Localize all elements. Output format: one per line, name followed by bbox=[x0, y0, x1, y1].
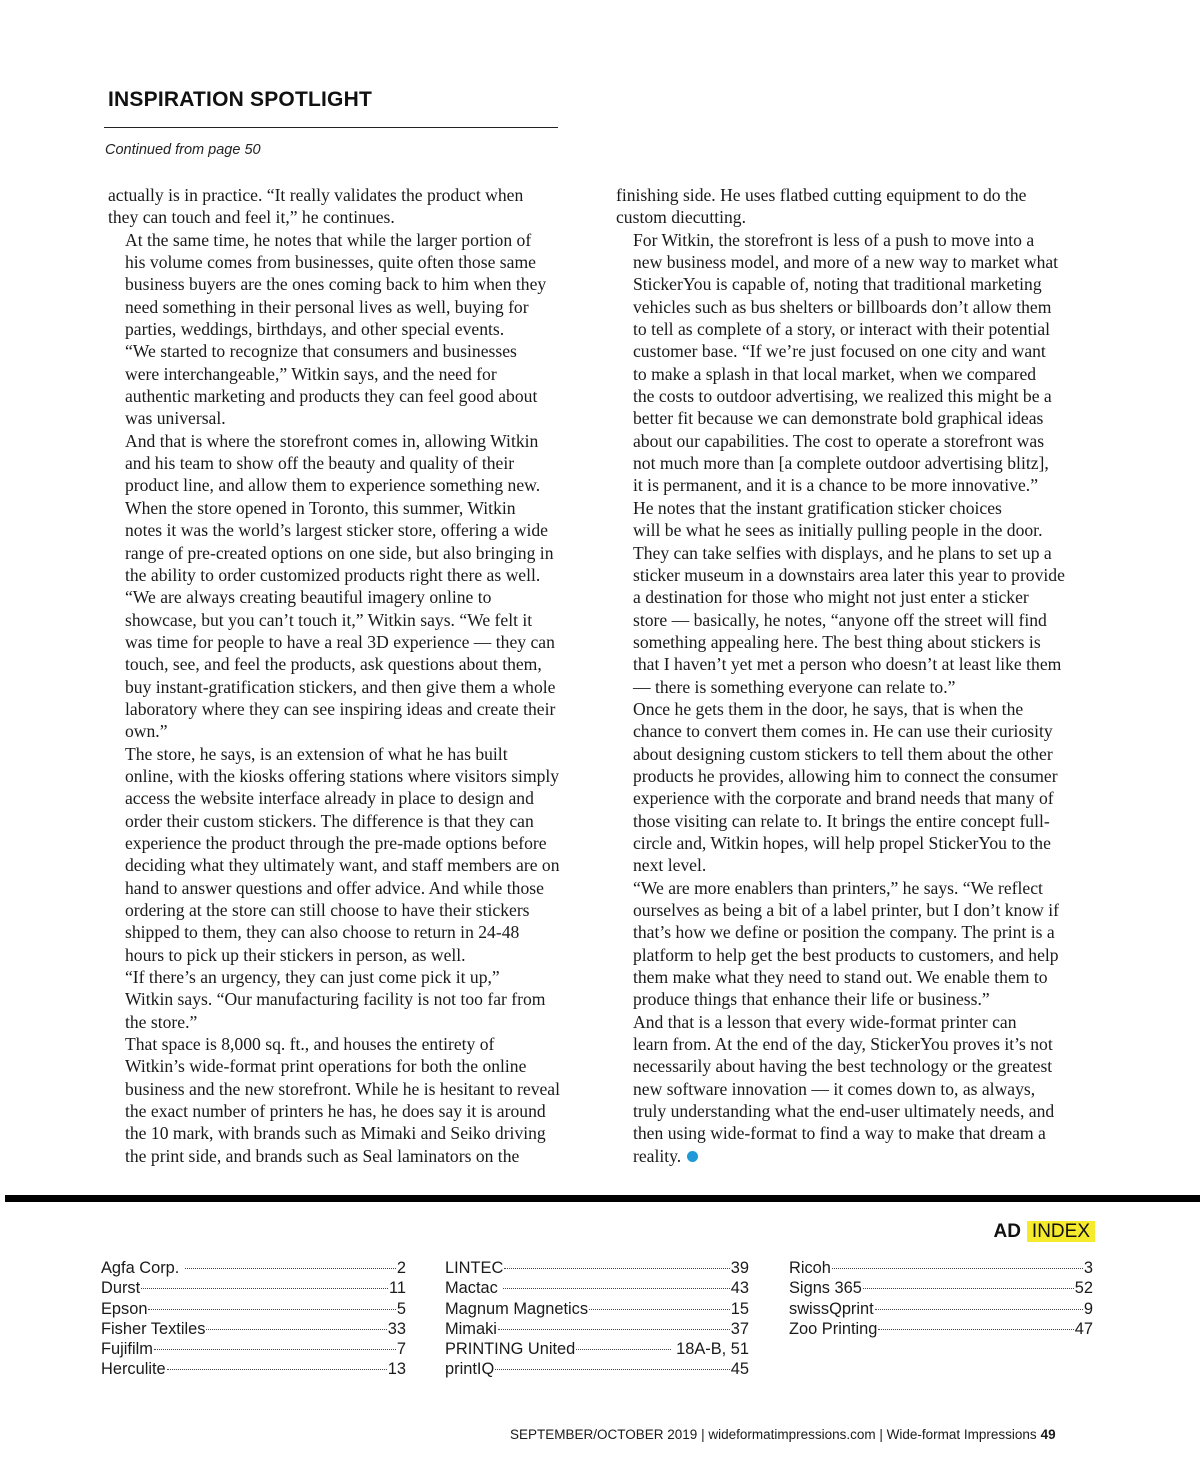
article-line: touch, see, and feel the products, ask questions about them, bbox=[125, 654, 542, 675]
advertiser-page: 9 bbox=[1083, 1299, 1093, 1318]
ad-index-divider bbox=[5, 1195, 1200, 1202]
article-paragraph bbox=[108, 743, 592, 966]
article-line: Once he gets them in the door, he says, that is when the bbox=[633, 698, 1024, 719]
article-line: range of pre-created options on one side, but also bringing in bbox=[125, 542, 554, 563]
advertiser-name: Fujifilm bbox=[101, 1340, 153, 1359]
article-line: parties, weddings, birthdays, and other special events. bbox=[125, 319, 505, 340]
dot-leader bbox=[576, 1349, 670, 1350]
article-paragraph bbox=[108, 586, 592, 742]
article-line: will be what he sees as initially pulling people in the door. bbox=[633, 520, 1043, 541]
ad-index-heading bbox=[993, 1221, 1095, 1243]
advertiser-page: 2 bbox=[396, 1259, 406, 1277]
article-line: about designing custom stickers to tell them about the other bbox=[633, 743, 1053, 764]
ad-index-column-3 bbox=[789, 1258, 1093, 1339]
article-line: That space is 8,000 sq. ft., and houses the entirety of bbox=[125, 1034, 495, 1055]
ad-index-entry bbox=[101, 1278, 406, 1298]
article-line: they can touch and feel it,” he continues. bbox=[108, 207, 395, 228]
ad-index-entry bbox=[445, 1258, 749, 1278]
advertiser-page: 15 bbox=[730, 1299, 749, 1318]
advertiser-page: 7 bbox=[396, 1340, 406, 1359]
article-line: product line, and allow them to experience something new. bbox=[125, 475, 541, 496]
ad-index-entry bbox=[789, 1278, 1093, 1298]
article-line: truly understanding what the end-user ultimately needs, and bbox=[633, 1101, 1055, 1122]
article-line: “We started to recognize that consumers and businesses bbox=[125, 341, 517, 362]
dot-leader bbox=[878, 1329, 1073, 1330]
article-line: — there is something everyone can relate to.” bbox=[633, 676, 956, 697]
article-line: that I haven’t yet met a person who doesn’t at least like them bbox=[633, 654, 1062, 675]
article-paragraph bbox=[108, 229, 592, 341]
article-paragraph bbox=[616, 1011, 1100, 1167]
page-number: 49 bbox=[1040, 1427, 1056, 1442]
article-line: deciding what they ultimately want, and staff members are on bbox=[125, 855, 560, 876]
advertiser-name: Ricoh bbox=[789, 1259, 831, 1277]
article-line: “If there’s an urgency, they can just come pick it up,” bbox=[125, 967, 500, 988]
article-line: buy instant-gratification stickers, and then give them a whole bbox=[125, 676, 556, 697]
article-line: shipped to them, they can also choose to return in 24-48 bbox=[125, 922, 520, 943]
ad-index-entry bbox=[101, 1339, 406, 1359]
article-line: new software innovation — it comes down to, as always, bbox=[633, 1078, 1036, 1099]
article-line: own.” bbox=[125, 721, 168, 742]
article-line: notes it was the world’s largest sticker store, offering a wide bbox=[125, 520, 548, 541]
article-line: products he provides, allowing him to connect the consumer bbox=[633, 765, 1058, 786]
article-line: the store.” bbox=[125, 1011, 198, 1032]
dot-leader bbox=[589, 1309, 730, 1310]
dot-leader bbox=[504, 1268, 729, 1269]
advertiser-page: 11 bbox=[388, 1279, 406, 1298]
advertiser-page: 13 bbox=[387, 1360, 406, 1379]
article-line: the exact number of printers he has, he does say it is around bbox=[125, 1101, 546, 1122]
article-line: then using wide-format to find a way to make that dream a bbox=[633, 1123, 1046, 1144]
article-paragraph bbox=[616, 698, 1100, 877]
article-line: the costs to outdoor advertising, we realized this might be a bbox=[633, 386, 1052, 407]
article-line: to tell as complete of a story, or interact with their potential bbox=[633, 319, 1051, 340]
dot-leader bbox=[185, 1268, 396, 1269]
article-line: platform to help get the best products to customers, and help bbox=[633, 944, 1059, 965]
article-line: Witkin’s wide-format print operations for both the online bbox=[125, 1056, 527, 1077]
article-line: not much more than [a complete outdoor advertising blitz], bbox=[633, 453, 1049, 474]
end-of-article-icon bbox=[687, 1151, 698, 1162]
advertiser-name: printIQ bbox=[445, 1360, 495, 1379]
article-line: something appealing here. The best thing about stickers is bbox=[633, 631, 1041, 652]
article-line: it is permanent, and it is a chance to be more innovative.” bbox=[633, 475, 1039, 496]
article-line: were interchangeable,” Witkin says, and the need for bbox=[125, 363, 497, 384]
article-line: the print side, and brands such as Seal laminators on the bbox=[125, 1145, 520, 1166]
ad-index-entry bbox=[789, 1258, 1093, 1278]
ad-index-entry bbox=[101, 1258, 406, 1278]
article-line: was time for people to have a real 3D experience — they can bbox=[125, 631, 555, 652]
advertiser-name: Fisher Textiles bbox=[101, 1319, 206, 1338]
advertiser-page: 3 bbox=[1083, 1259, 1093, 1277]
article-line: sticker museum in a downstairs area later this year to provide bbox=[633, 564, 1065, 585]
dot-leader bbox=[495, 1369, 730, 1370]
ad-index-entry bbox=[101, 1359, 406, 1379]
article-line: order their custom stickers. The difference is that they can bbox=[125, 810, 534, 831]
advertiser-page: 43 bbox=[730, 1279, 749, 1298]
title-rule bbox=[104, 127, 558, 128]
article-line: learn from. At the end of the day, StickerYou proves it’s not bbox=[633, 1034, 1053, 1055]
ad-index-entry bbox=[445, 1278, 749, 1298]
article-line: laboratory where they can see inspiring ideas and create their bbox=[125, 698, 556, 719]
article-line: “We are more enablers than printers,” he says. “We reflect bbox=[633, 877, 1043, 898]
article-line: experience with the corporate and brand needs that many of bbox=[633, 788, 1054, 809]
advertiser-name: Durst bbox=[101, 1279, 141, 1298]
advertiser-name: Epson bbox=[101, 1299, 148, 1318]
advertiser-page: 47 bbox=[1074, 1319, 1093, 1338]
dot-leader bbox=[503, 1288, 729, 1289]
advertiser-name: swissQprint bbox=[789, 1299, 874, 1318]
article-line: vehicles such as bus shelters or billboards don’t allow them bbox=[633, 296, 1052, 317]
article-line: new business model, and more of a new way to market what bbox=[633, 252, 1059, 273]
article-line: necessarily about having the best technology or the greatest bbox=[633, 1056, 1053, 1077]
dot-leader bbox=[206, 1329, 386, 1330]
ad-index-entry bbox=[445, 1299, 749, 1319]
dot-leader bbox=[875, 1309, 1083, 1310]
dot-leader bbox=[141, 1288, 388, 1289]
article-paragraph bbox=[108, 184, 592, 229]
article-line: Witkin says. “Our manufacturing facility is not too far from bbox=[125, 989, 546, 1010]
ad-index-entry bbox=[445, 1319, 749, 1339]
dot-leader bbox=[498, 1329, 730, 1330]
ad-index-entry bbox=[101, 1319, 406, 1339]
advertiser-name: Mactac bbox=[445, 1279, 503, 1298]
ad-index-entry bbox=[789, 1299, 1093, 1319]
article-line: better fit because we can demonstrate bold graphical ideas bbox=[633, 408, 1044, 429]
article-paragraph bbox=[108, 1033, 592, 1167]
advertiser-page: 52 bbox=[1074, 1279, 1093, 1298]
dot-leader bbox=[148, 1309, 395, 1310]
dot-leader bbox=[167, 1369, 387, 1370]
article-line: a destination for those who might not just enter a sticker bbox=[633, 587, 1029, 608]
article-line: authentic marketing and products they can feel good about bbox=[125, 386, 538, 407]
section-title: INSPIRATION SPOTLIGHT bbox=[108, 88, 372, 111]
article-line: hours to pick up their stickers in person, as well. bbox=[125, 944, 466, 965]
article-line: online, with the kiosks offering stations where visitors simply bbox=[125, 765, 560, 786]
article-line: access the website interface already in place to design and bbox=[125, 788, 534, 809]
advertiser-page: 33 bbox=[387, 1319, 406, 1338]
advertiser-name: PRINTING United bbox=[445, 1340, 576, 1359]
advertiser-page: 45 bbox=[730, 1360, 749, 1379]
article-paragraph bbox=[616, 184, 1100, 229]
article-line: The store, he says, is an extension of what he has built bbox=[125, 743, 508, 764]
advertiser-page: 18A-B, 51 bbox=[671, 1340, 749, 1359]
article-line: next level. bbox=[633, 855, 707, 876]
continued-note: Continued from page 50 bbox=[105, 142, 261, 158]
article-line: They can take selfies with displays, and he plans to set up a bbox=[633, 542, 1052, 563]
article-line: store — basically, he notes, “anyone off the street will find bbox=[633, 609, 1047, 630]
article-line: circle and, Witkin hopes, will help propel StickerYou to the bbox=[633, 832, 1051, 853]
article-line: For Witkin, the storefront is less of a push to move into a bbox=[633, 229, 1035, 250]
ad-index-column-2 bbox=[445, 1258, 749, 1380]
article-paragraph bbox=[108, 340, 592, 429]
article-paragraph bbox=[616, 497, 1100, 698]
dot-leader bbox=[863, 1288, 1074, 1289]
article-line: business buyers are the ones coming back to him when they bbox=[125, 274, 547, 295]
article-line: customer base. “If we’re just focused on one city and want bbox=[633, 341, 1046, 362]
article-paragraph bbox=[108, 966, 592, 1033]
article-line: chance to convert them comes in. He can use their curiosity bbox=[633, 721, 1053, 742]
article-line: the 10 mark, with brands such as Mimaki and Seiko driving bbox=[125, 1123, 546, 1144]
ad-index-entry bbox=[445, 1339, 749, 1359]
advertiser-name: Zoo Printing bbox=[789, 1319, 878, 1338]
advertiser-name: Herculite bbox=[101, 1360, 166, 1379]
article-line: ourselves as being a bit of a label printer, but I don’t know if bbox=[633, 900, 1060, 920]
advertiser-page: 37 bbox=[730, 1319, 749, 1338]
advertiser-name: Mimaki bbox=[445, 1319, 497, 1338]
article-column-left bbox=[108, 184, 592, 1167]
article-line: the ability to order customized products right there as well. bbox=[125, 564, 541, 585]
ad-index-entry bbox=[445, 1359, 749, 1379]
article-line: and his team to show off the beauty and quality of their bbox=[125, 453, 515, 474]
article-line: those visiting can relate to. It brings the entire concept full- bbox=[633, 810, 1050, 831]
article-line: ordering at the store can still choose to have their stickers bbox=[125, 900, 530, 920]
ad-index-entry bbox=[101, 1299, 406, 1319]
footer-text: SEPTEMBER/OCTOBER 2019 | wideformatimpressions.com | Wide-format Impressions bbox=[510, 1427, 1037, 1442]
ad-index-entry bbox=[789, 1319, 1093, 1339]
article-line: And that is where the storefront comes in, allowing Witkin bbox=[125, 430, 539, 451]
article-line: hand to answer questions and offer advice. And while those bbox=[125, 877, 544, 898]
article-line: reality. bbox=[616, 1145, 1100, 1167]
article-paragraph bbox=[108, 430, 592, 586]
article-line: produce things that enhance their life or business.” bbox=[633, 989, 990, 1010]
article-line: that’s how we define or position the company. The print is a bbox=[633, 922, 1055, 943]
article-line: showcase, but you can’t touch it,” Witkin says. “We felt it bbox=[125, 609, 533, 630]
article-line: finishing side. He uses flatbed cutting equipment to do the bbox=[616, 185, 1027, 205]
article-line: his volume comes from businesses, quite often those same bbox=[125, 252, 536, 273]
dot-leader bbox=[154, 1349, 396, 1350]
article-line: to make a splash in that local market, when we compared bbox=[633, 363, 1037, 384]
advertiser-page: 5 bbox=[396, 1299, 406, 1318]
article-line: He notes that the instant gratification sticker choices bbox=[633, 497, 1002, 518]
article-line: actually is in practice. “It really validates the product when bbox=[108, 185, 524, 205]
article-line: need something in their personal lives as well, buying for bbox=[125, 296, 529, 317]
advertiser-page: 39 bbox=[730, 1259, 749, 1277]
article-line: When the store opened in Toronto, this summer, Witkin bbox=[125, 497, 516, 518]
article-line: was universal. bbox=[125, 408, 226, 429]
ad-label: AD bbox=[993, 1221, 1021, 1242]
article-line: StickerYou is capable of, noting that traditional marketing bbox=[633, 274, 1042, 295]
article-line: them make what they need to stand out. We enable them to bbox=[633, 967, 1048, 988]
article-line: experience the product through the pre-made options before bbox=[125, 832, 547, 853]
article-line: At the same time, he notes that while the larger portion of bbox=[125, 229, 532, 250]
index-label: INDEX bbox=[1027, 1221, 1095, 1242]
article-line: about our capabilities. The cost to operate a storefront was bbox=[633, 430, 1045, 451]
ad-index-column-1 bbox=[101, 1258, 406, 1380]
article-line: custom diecutting. bbox=[616, 207, 746, 228]
article-column-right bbox=[616, 184, 1100, 1167]
article-line: And that is a lesson that every wide-format printer can bbox=[633, 1011, 1017, 1032]
advertiser-name: Magnum Magnetics bbox=[445, 1299, 589, 1318]
article-paragraph bbox=[616, 877, 1100, 1011]
page-footer bbox=[510, 1427, 1056, 1442]
advertiser-name: LINTEC bbox=[445, 1259, 504, 1277]
article-paragraph bbox=[616, 229, 1100, 497]
advertiser-name: Signs 365 bbox=[789, 1279, 862, 1298]
advertiser-name: Agfa Corp. bbox=[101, 1259, 184, 1277]
dot-leader bbox=[832, 1268, 1083, 1269]
article-line: business and the new storefront. While he is hesitant to reveal bbox=[125, 1078, 561, 1099]
article-line: “We are always creating beautiful imagery online to bbox=[125, 587, 492, 608]
